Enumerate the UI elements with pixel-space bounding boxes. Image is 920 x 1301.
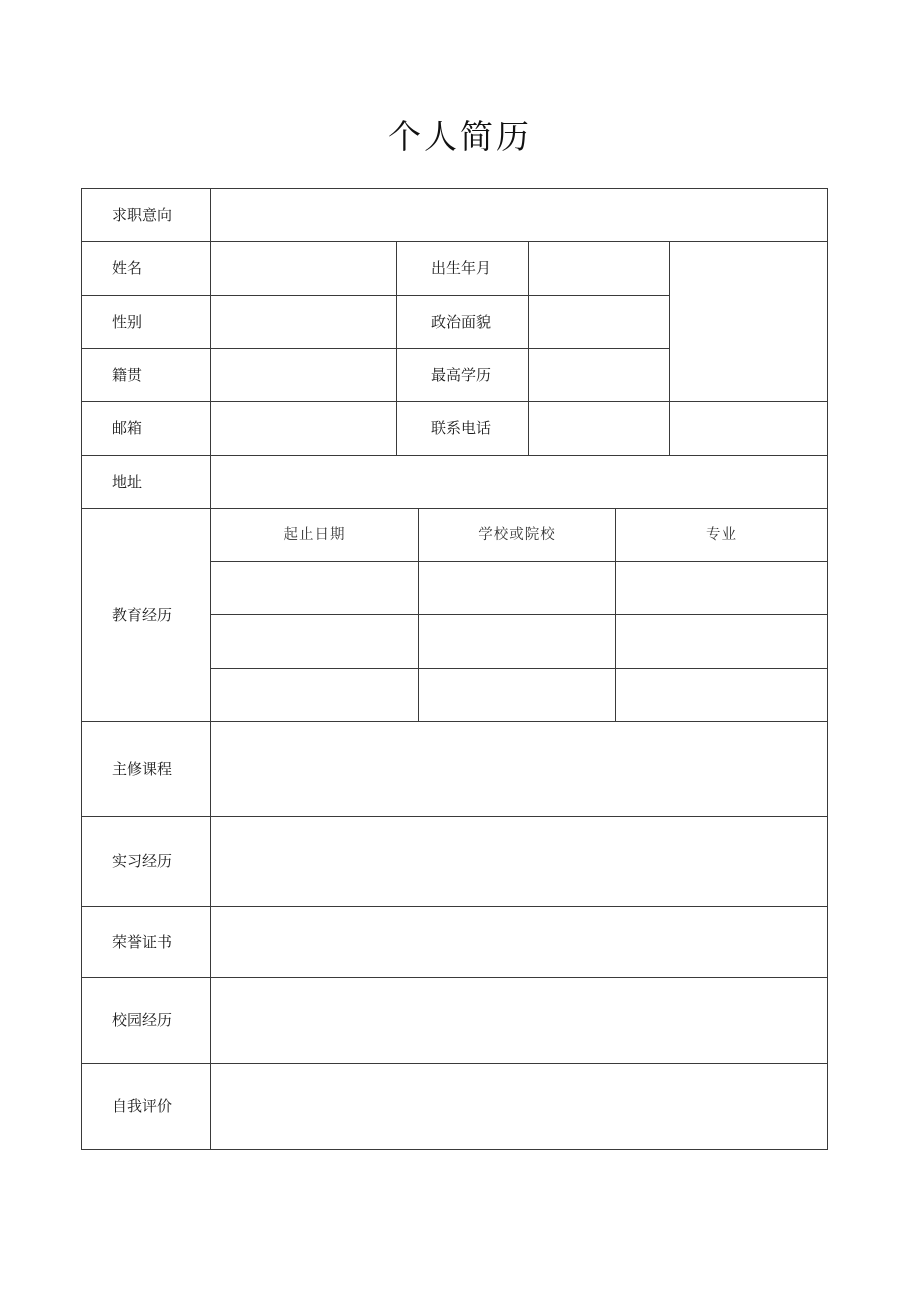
education-row-1-major[interactable] [616,562,827,614]
address-field[interactable] [211,456,827,508]
table-border-left [81,188,82,1150]
education-level-field[interactable] [529,349,669,401]
label-phone: 联系电话 [431,419,492,437]
label-education: 教育经历 [112,605,173,624]
campus-field[interactable] [211,978,827,1063]
education-row-3-school[interactable] [419,669,615,721]
courses-field[interactable] [211,722,827,816]
label-birth: 出生年月 [431,259,492,277]
label-honors: 荣誉证书 [112,932,173,951]
page-title: 个人简历 [388,117,532,156]
honors-field[interactable] [211,907,827,977]
birth-field[interactable] [529,242,669,295]
table-border-right [827,188,828,1150]
education-row-1-school[interactable] [419,562,615,614]
gender-field[interactable] [211,296,396,348]
self-eval-field[interactable] [211,1064,827,1149]
education-header-school: 学校或院校 [478,526,556,543]
label-email: 邮箱 [112,419,143,437]
label-self-eval: 自我评价 [112,1097,173,1115]
photo-cell[interactable] [670,242,827,401]
column-divider [396,241,397,455]
label-political-status: 政治面貌 [431,312,492,331]
education-header-major: 专业 [706,526,737,543]
label-job-intent: 求职意向 [112,205,173,224]
education-row-3-major[interactable] [616,669,827,721]
native-place-field[interactable] [211,349,396,401]
phone-field[interactable] [529,402,827,455]
label-campus: 校园经历 [112,1011,173,1029]
name-field[interactable] [211,242,396,295]
education-header-dates: 起止日期 [283,526,346,543]
label-name: 姓名 [112,259,143,277]
email-field[interactable] [211,402,396,455]
political-status-field[interactable] [529,296,669,348]
internship-field[interactable] [211,817,827,906]
label-courses: 主修课程 [112,759,173,778]
education-row-1-dates[interactable] [211,562,418,614]
education-row-2-dates[interactable] [211,615,418,668]
education-row-3-dates[interactable] [211,669,418,721]
table-border-bottom [81,1149,828,1150]
label-education-level: 最高学历 [431,365,492,384]
label-internship: 实习经历 [112,852,173,870]
education-row-2-school[interactable] [419,615,615,668]
job-intent-field[interactable] [211,189,827,241]
label-gender: 性别 [112,312,143,331]
label-address: 地址 [112,472,143,491]
label-native-place: 籍贯 [112,365,143,384]
education-row-2-major[interactable] [616,615,827,668]
